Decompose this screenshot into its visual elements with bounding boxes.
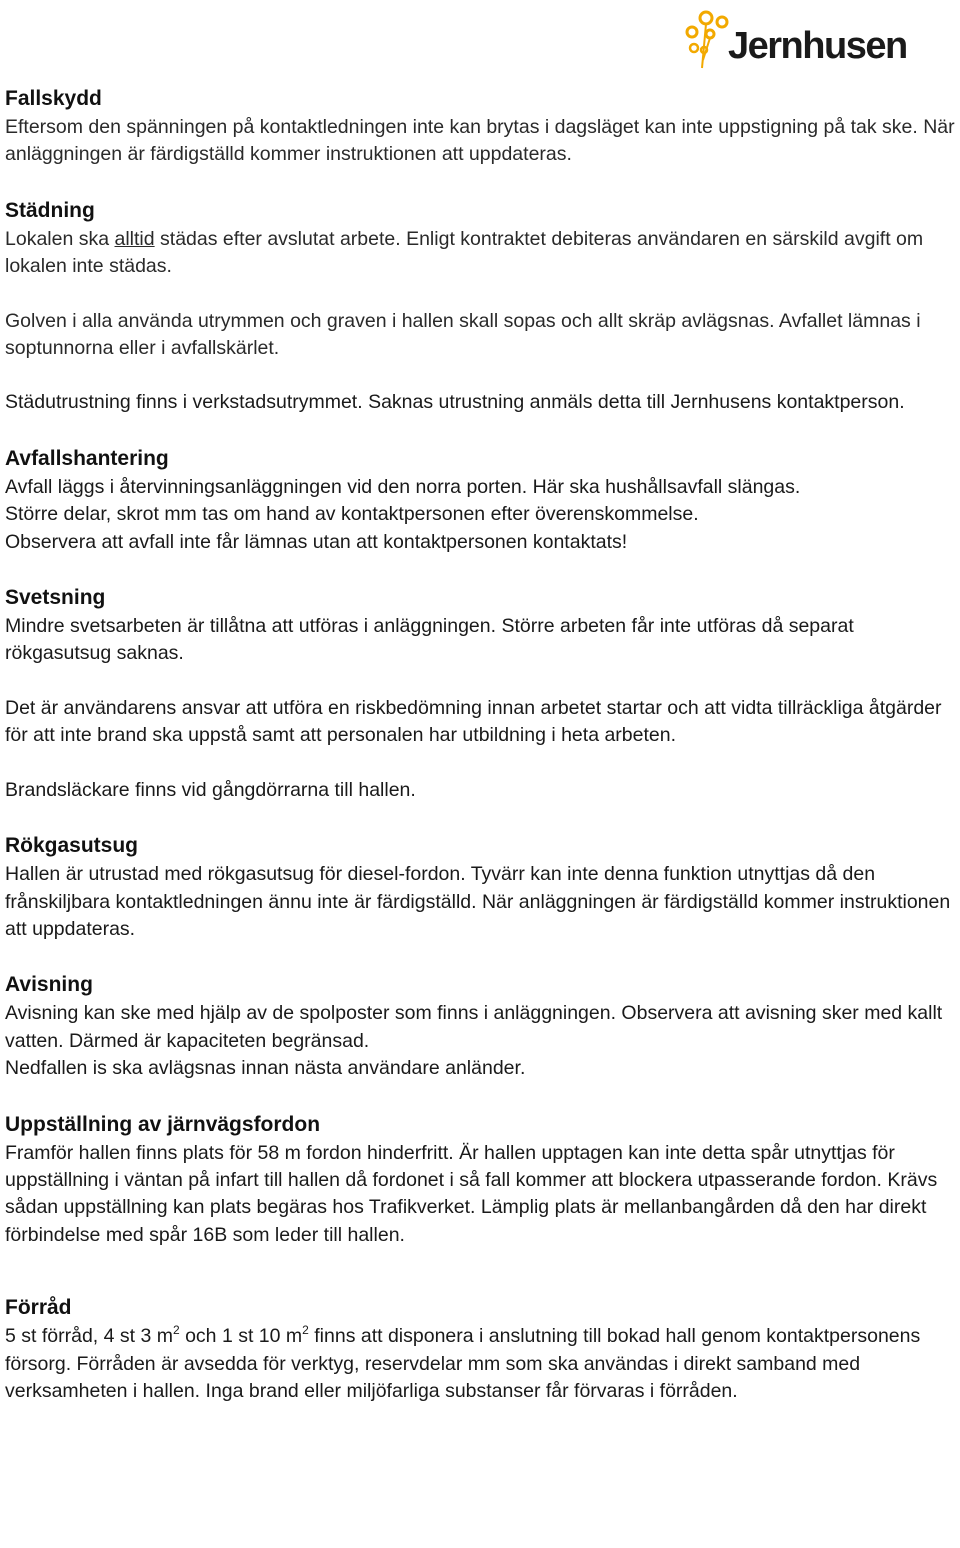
text-run: 5 st förråd, 4 st 3 m [5,1325,173,1348]
paragraph: Golven i alla använda utrymmen och graven i hallen skall sopas och allt skräp avlägsnas. Avfallet lämnas i soptunnorna eller i avfallskärlet. [5,309,921,360]
section-avfallshantering [5,444,960,556]
paragraph: Brandsläckare finns vid gångdörrarna till hallen. [5,778,416,801]
heading-avisning: Avisning [5,973,93,997]
section-fallskydd [5,84,960,169]
section-avisning [5,970,960,1082]
logo-brand-text: Jernhusen [728,25,907,67]
paragraph: Avfall läggs i återvinningsanläggningen vid den norra porten. Här ska hushållsavfall slängas. [5,475,801,498]
heading-stadning: Städning [5,198,95,222]
superscript: 2 [172,1323,180,1338]
heading-avfallshantering: Avfallshantering [5,446,169,470]
superscript: 2 [302,1323,309,1338]
paragraph: Hallen är utrustad med rökgasutsug för diesel-fordon. Tyvärr kan inte denna funktion utnyttjas då den frånskiljbara kontaktledningen ännu inte är färdigställd. När anläggningen är färdigställd kommer instruktionen att uppdateras. [5,863,951,940]
document-body [5,84,960,1405]
text-run: finns att disponera i anslutning till bokad hall genom kontaktpersonens försorg. Förråden är avsedda för verktyg, reservdelar mm som ska användas i direkt samband med verksamheten i hallen. Inga brand eller miljöfarliga substanser får förvaras i förråden. [5,1325,921,1402]
paragraph: Nedfallen is ska avlägsnas innan nästa användare anländer. [5,1057,526,1080]
paragraph: Det är användarens ansvar att utföra en riskbedömning innan arbetet startar och att vidta tillräckliga åtgärder för att inte brand ska uppstå samt att personalen har utbildning i heta arbeten. [5,696,942,747]
section-uppstallning [5,1110,960,1250]
underlined-word: alltid [114,227,155,250]
text-run: och 1 st 10 m [179,1325,303,1348]
flower-logo-icon [680,10,732,72]
paragraph: Städutrustning finns i verkstadsutrymmet. Saknas utrustning anmäls detta till Jernhusens kontaktperson. [5,391,905,414]
paragraph: Framför hallen finns plats för 58 m fordon hinderfritt. Är hallen upptagen kan inte detta spår utnyttjas för uppställning i väntan på infart till hallen då fordonet i så fall kommer att blockera utpasserande fordon. Krävs sådan uppställning kan plats begäras hos Trafikverket. Lämplig plats är mellanbangården då den har direkt förbindelse med spår 16B som leder till hallen. [5,1141,938,1246]
paragraph: Större delar, skrot mm tas om hand av kontaktpersonen efter överenskommelse. [5,503,699,526]
paragraph: Mindre svetsarbeten är tillåtna att utföras i anläggningen. Större arbeten får inte utföras då separat rökgasutsug saknas. [5,615,854,665]
section-stadning [5,196,960,417]
paragraph: Eftersom den spänningen på kontaktledningen inte kan brytas i dagsläget kan inte uppstigning på tak ske. När anläggningen är färdigställd kommer instruktionen att uppdateras. [5,116,955,166]
jernhusen-logo [680,10,920,72]
section-forrad [5,1293,960,1405]
paragraph: Avisning kan ske med hjälp av de spolposter som finns i anläggningen. Observera att avisning sker med kallt vatten. Därmed är kapaciteten begränsad. [5,1002,943,1052]
heading-fallskydd: Fallskydd [5,87,102,110]
heading-uppstallning: Uppställning av järnvägsfordon [5,1112,321,1136]
section-rokgasutsug [5,831,960,943]
section-svetsning [5,583,960,804]
heading-forrad: Förråd [5,1296,72,1320]
heading-rokgasutsug: Rökgasutsug [5,834,139,858]
paragraph [5,226,960,281]
heading-svetsning: Svetsning [5,586,106,610]
text-run: Lokalen ska [5,227,115,250]
text-run: städas efter avslutat arbete. Enligt kontraktet debiteras användaren en särskild avgift om lokalen inte städas. [5,227,924,278]
paragraph [5,1323,960,1405]
paragraph: Observera att avfall inte får lämnas utan att kontaktpersonen kontaktats! [5,530,628,553]
